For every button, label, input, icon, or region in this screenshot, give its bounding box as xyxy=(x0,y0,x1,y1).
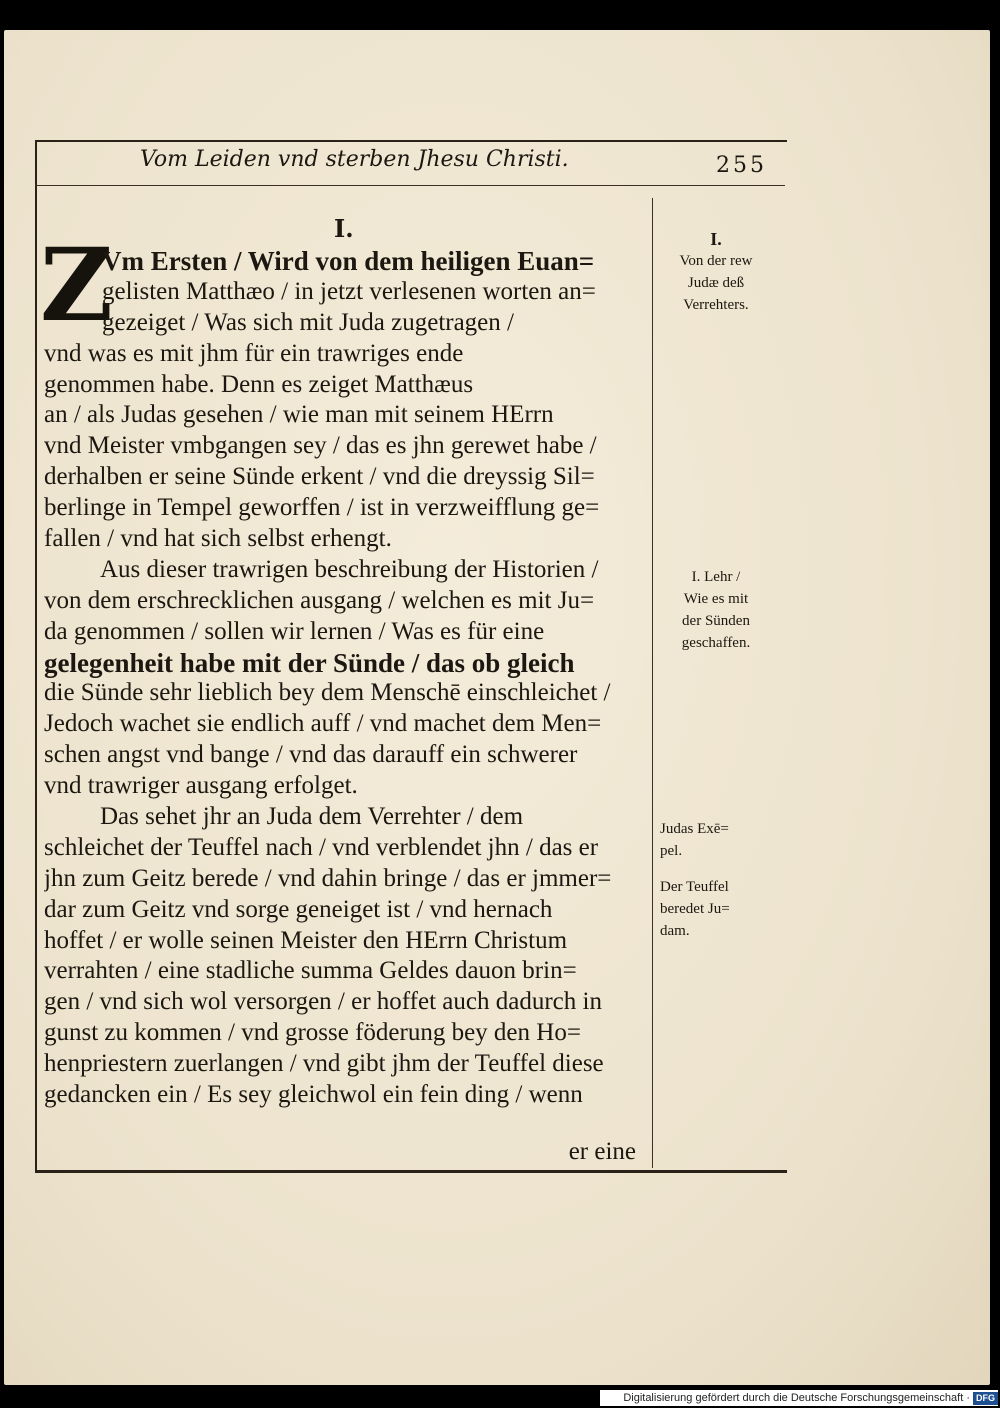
margin-note-line: Wie es mit xyxy=(683,591,749,607)
drop-cap-initial: Z xyxy=(40,226,113,344)
body-line: hoffet / er wolle seinen Meister den HErrn Christum xyxy=(44,926,568,954)
body-line: da genommen / sollen wir lernen / Was es für eine xyxy=(44,617,545,645)
margin-note-line: Judas Exē= xyxy=(660,821,729,837)
body-line: derhalben er seine Sünde erkent / vnd die dreyssig Sil= xyxy=(44,463,595,491)
margin-note xyxy=(660,876,772,942)
body-line: Das sehet jhr an Juda dem Verrehter / dem xyxy=(100,803,524,831)
body-line: gen / vnd sich wol versorgen / er hoffet auch dadurch in xyxy=(44,988,602,1016)
margin-note-line: Der Teuffel xyxy=(660,879,729,895)
body-line: henpriestern zuerlangen / vnd gibt jhm der Teuffel diese xyxy=(44,1050,604,1078)
body-text xyxy=(44,246,636,1111)
margin-note xyxy=(660,818,772,862)
body-line: Aus dieser trawrigen beschreibung der Historien / xyxy=(100,555,599,583)
funding-text: Digitalisierung gefördert durch die Deutsche Forschungsgemeinschaft · xyxy=(623,1392,970,1404)
body-line: verrahten / eine stadliche summa Geldes dauon brin= xyxy=(44,957,577,985)
body-line: gelegenheit habe mit der Sünde / das ob gleich xyxy=(44,647,575,678)
margin-rule xyxy=(652,198,653,1168)
margin-note-line: pel. xyxy=(660,843,683,859)
catchword: er eine xyxy=(568,1138,636,1165)
margin-note-line: I. Lehr / xyxy=(691,569,741,585)
running-title: Vom Leiden vnd sterben Jhesu Christi. xyxy=(140,147,569,172)
margin-note-line: Verrehters. xyxy=(683,297,749,313)
body-line: schleichet der Teuffel nach / vnd verblendet jhn / das er xyxy=(44,833,599,861)
body-line: gelisten Matthæo / in jetzt verlesenen worten an= xyxy=(102,277,596,305)
margin-note-line: dam. xyxy=(660,923,690,939)
margin-note xyxy=(660,566,772,654)
body-line: Jedoch wachet sie endlich auff / vnd machet dem Men= xyxy=(44,710,602,738)
header-rule xyxy=(35,185,785,186)
body-line: vnd Meister vmbgangen sey / das es jhn gerewet habe / xyxy=(44,432,597,460)
body-line: gedancken ein / Es sey gleichwol ein fein ding / wenn xyxy=(44,1081,583,1109)
body-line: die Sünde sehr lieblich bey dem Menschē einschleichet / xyxy=(44,679,611,707)
margin-note xyxy=(660,228,772,316)
margin-note-line: Von der rew xyxy=(679,253,753,269)
body-line: schen angst vnd bange / vnd das darauff ein schwerer xyxy=(44,741,578,769)
body-line: vnd was es mit jhm für ein trawriges ende xyxy=(44,339,464,367)
body-line: vnd trawriger ausgang erfolget. xyxy=(44,772,358,800)
body-line: berlinge in Tempel geworffen / ist in verzweifflung ge= xyxy=(44,494,600,522)
body-line: gezeiget / Was sich mit Juda zugetragen / xyxy=(102,308,514,336)
body-line: genommen habe. Denn es zeiget Matthæus xyxy=(44,370,474,398)
section-number: I. xyxy=(334,214,354,243)
body-line: fallen / vnd hat sich selbst erhengt. xyxy=(44,525,392,553)
margin-note-line: geschaffen. xyxy=(681,635,751,651)
body-line: dar zum Geitz vnd sorge geneiget ist / vnd hernach xyxy=(44,895,553,923)
margin-note-line: der Sünden xyxy=(682,613,750,629)
body-line: gunst zu kommen / vnd grosse föderung bey den Ho= xyxy=(44,1019,581,1047)
funding-footer xyxy=(600,1390,998,1406)
margin-note-line: Judæ deß xyxy=(687,275,745,291)
dfg-logo: DFG xyxy=(973,1392,998,1405)
page-number: 255 xyxy=(716,153,767,178)
body-line: an / als Judas gesehen / wie man mit seinem HErrn xyxy=(44,401,554,429)
body-line: jhn zum Geitz berede / vnd dahin bringe / das er jmmer= xyxy=(44,864,612,892)
margin-note-line: beredet Ju= xyxy=(660,901,730,917)
margin-note-line: I. xyxy=(710,229,722,249)
body-line: Vm Ersten / Wird von dem heiligen Euan= xyxy=(102,246,595,276)
body-line: von dem erschrecklichen ausgang / welchen es mit Ju= xyxy=(44,586,595,614)
